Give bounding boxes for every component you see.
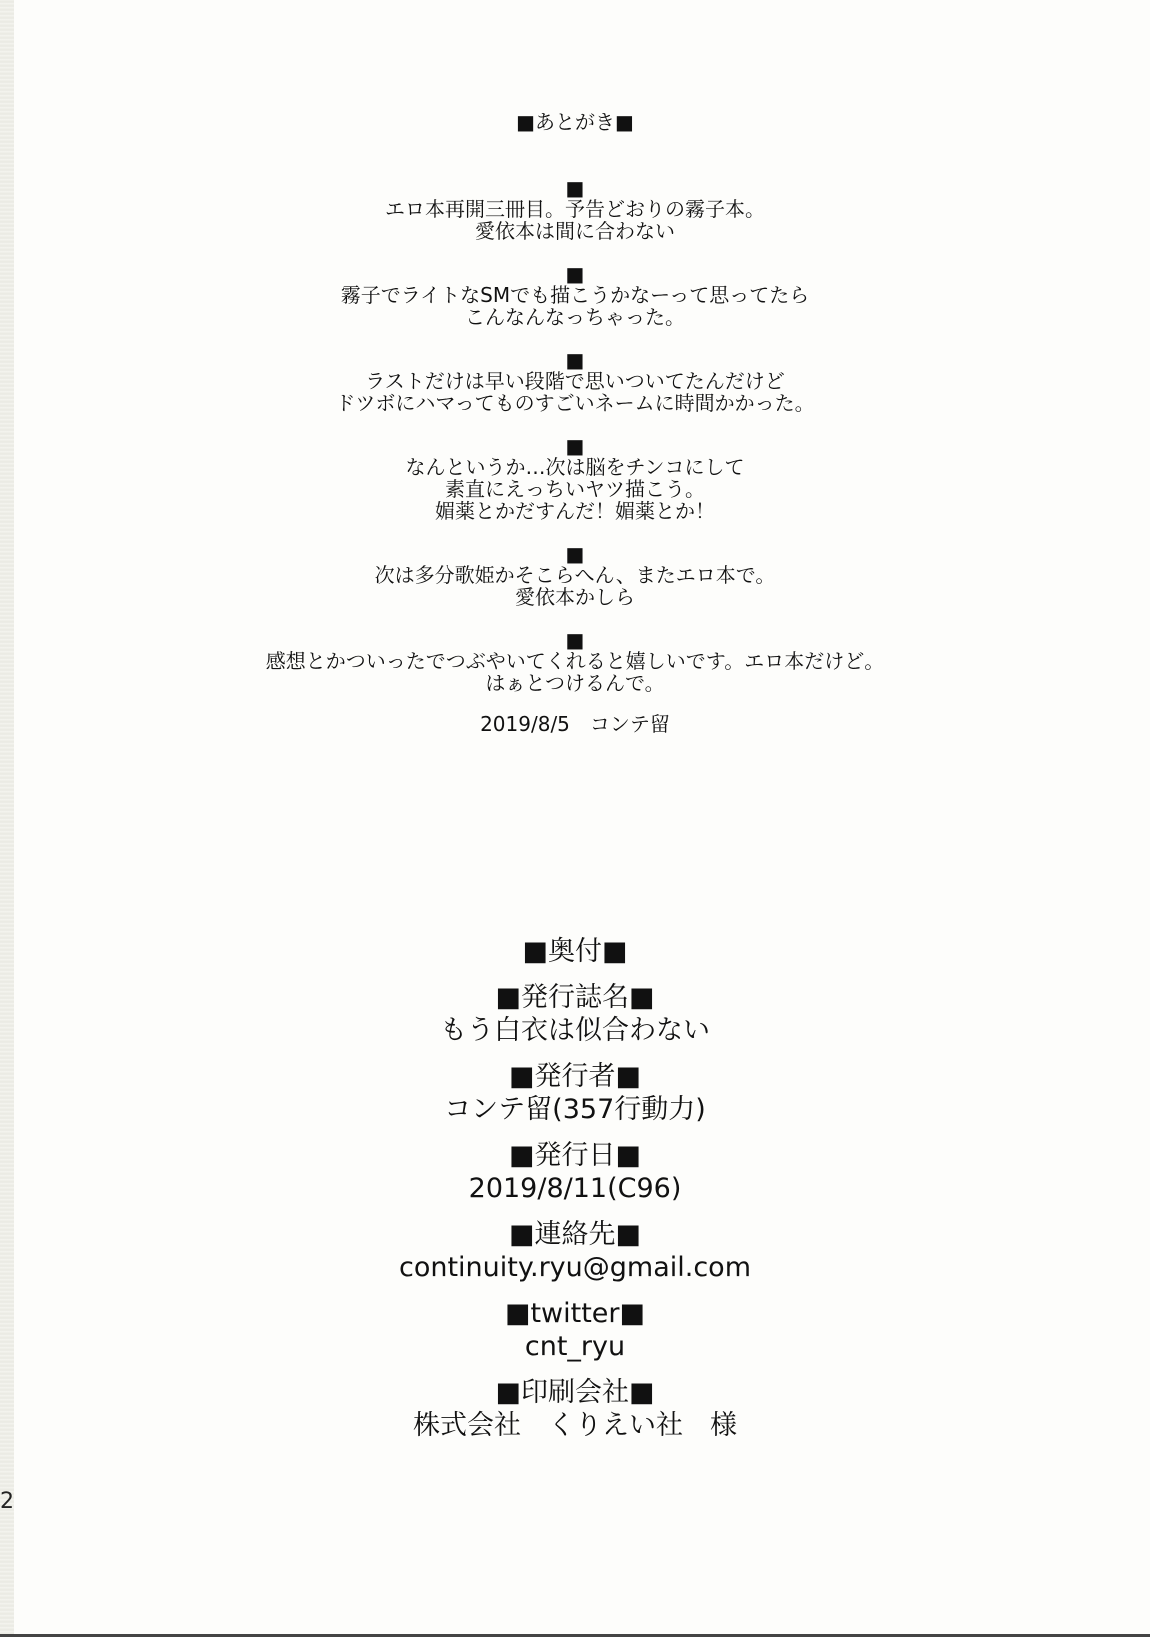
colophon-item-printer [0, 1377, 1150, 1443]
afterword-line: 霧子でライトなSMでも描こうかなーって思ってたら [340, 283, 810, 307]
colophon-value: コンテ留(357行動力) [444, 1094, 706, 1125]
afterword-line: 愛依本は間に合わない [475, 219, 675, 243]
section-marker: ■ [565, 262, 585, 286]
afterword-line: 次は多分歌姫かそこらへん、またエロ本で。 [374, 563, 776, 587]
afterword-block [0, 436, 1150, 522]
colophon-title: ■奥付■ [522, 936, 628, 967]
colophon-value: 2019/8/11(C96) [468, 1173, 682, 1204]
afterword-line: エロ本再開三冊目。予告どおりの霧子本。 [385, 197, 765, 221]
colophon-value: もう白衣は似合わない [440, 1015, 710, 1046]
page-number: 2 [0, 1489, 14, 1514]
afterword-line: 愛依本かしら [515, 585, 635, 609]
colophon-label: ■発行者■ [508, 1061, 642, 1092]
colophon-label: ■twitter■ [504, 1298, 646, 1329]
colophon-label: ■発行日■ [508, 1140, 642, 1171]
colophon-item-publication-date [0, 1140, 1150, 1206]
afterword-block [0, 178, 1150, 242]
colophon-item-publisher [0, 1061, 1150, 1127]
twitter-handle: cnt_ryu [524, 1331, 626, 1362]
section-marker: ■ [565, 542, 585, 566]
afterword-block [0, 350, 1150, 414]
colophon-section [0, 935, 1150, 1456]
afterword-line: 媚薬とかだすんだ！媚薬とか！ [435, 499, 715, 523]
afterword-line: はぁとつけるんで。 [485, 671, 665, 695]
section-marker: ■ [565, 176, 585, 200]
colophon-value: 株式会社 くりえい社 様 [413, 1410, 737, 1441]
afterword-title: ■あとがき■ [516, 110, 634, 134]
afterword-block [0, 264, 1150, 328]
colophon-item-twitter [0, 1298, 1150, 1364]
colophon-label: ■発行誌名■ [495, 982, 655, 1013]
contact-email: continuity.ryu@gmail.com [398, 1252, 751, 1283]
colophon-item-contact [0, 1219, 1150, 1285]
afterword-line: こんなんなっちゃった。 [465, 305, 685, 329]
afterword-line: 素直にえっちいヤツ描こう。 [445, 477, 705, 501]
afterword-signature: 2019/8/5 コンテ留 [480, 712, 670, 736]
colophon-item-publication-title [0, 982, 1150, 1048]
afterword-line: ラストだけは早い段階で思いついてたんだけど [365, 369, 785, 393]
afterword-block [0, 544, 1150, 608]
section-marker: ■ [565, 434, 585, 458]
section-marker: ■ [565, 348, 585, 372]
afterword-section [0, 108, 1150, 736]
afterword-line: ドツボにハマってものすごいネームに時間かかった。 [335, 391, 815, 415]
colophon-label: ■印刷会社■ [495, 1377, 655, 1408]
afterword-line: なんというか…次は脳をチンコにして [405, 455, 745, 479]
afterword-line: 感想とかついったでつぶやいてくれると嬉しいです。エロ本だけど。 [265, 649, 885, 673]
colophon-label: ■連絡先■ [508, 1219, 642, 1250]
section-marker: ■ [565, 628, 585, 652]
afterword-block [0, 630, 1150, 694]
